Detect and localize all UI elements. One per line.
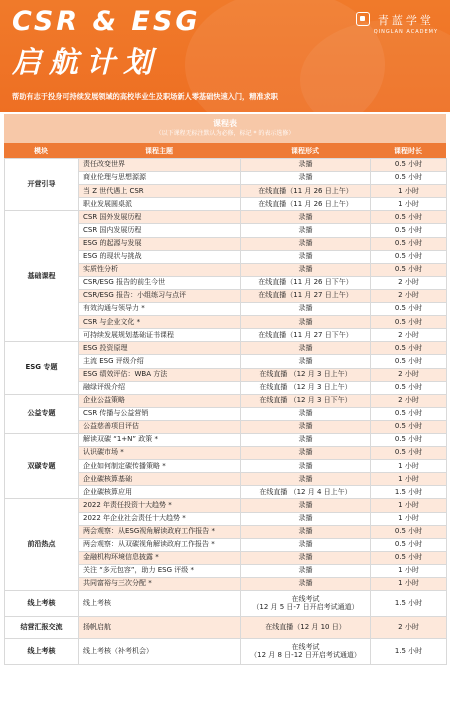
course-topic: 关注 “多元包容”，助力 ESG 评级 * (79, 564, 241, 577)
course-format: 录播 (241, 407, 371, 420)
course-format: 录播 (241, 538, 371, 551)
course-format (241, 591, 371, 617)
course-duration: 2 小时 (371, 368, 447, 381)
schedule-subtitle: （以下课程无标注默认为必修，标记 * 的表示选修） (155, 130, 295, 137)
course-duration: 2 小时 (371, 617, 447, 639)
course-format: 录播 (241, 512, 371, 525)
course-format: 在线直播（11 月 27 日下午） (241, 329, 371, 342)
course-duration: 1.5 小时 (371, 639, 447, 665)
course-duration: 1 小时 (371, 578, 447, 591)
course-format: 录播 (241, 316, 371, 329)
course-format: 录播 (241, 578, 371, 591)
table-header (4, 143, 446, 158)
course-duration: 0.5 小时 (371, 447, 447, 460)
course-duration: 1 小时 (371, 564, 447, 577)
column-header: 课程形式 (291, 146, 319, 155)
logo-name: 青蓝学堂 (377, 14, 434, 27)
schedule-title: 课程表 (213, 119, 237, 128)
course-topic: 商业伦理与思想源源 (79, 172, 241, 185)
table-row (5, 591, 447, 617)
course-duration: 0.5 小时 (371, 303, 447, 316)
course-format-line: （12 月 8 日-12 日开启考试通道） (250, 650, 361, 659)
course-format: 录播 (241, 447, 371, 460)
course-topic: CSR 国外发展历程 (79, 211, 241, 224)
tagline: 帮助有志于投身可持续发展领域的高校毕业生及职场新人零基础快速入门，精准求职 (12, 92, 278, 101)
course-topic: 企业如何制定碳传播策略 * (79, 460, 241, 473)
course-schedule (4, 114, 446, 665)
course-duration: 0.5 小时 (371, 211, 447, 224)
course-format: 录播 (241, 433, 371, 446)
course-topic: 当 Z 世代遇上 CSR (79, 185, 241, 198)
module-name: 基础课程 (5, 211, 79, 342)
course-format: 在线直播 （12 月 3 日下午） (241, 394, 371, 407)
course-duration: 0.5 小时 (371, 433, 447, 446)
schedule-table (4, 158, 447, 665)
course-format: 录播 (241, 303, 371, 316)
title-line-2: 启航计划 (12, 45, 161, 79)
course-format: 录播 (241, 525, 371, 538)
course-topic: 企业公益策略 (79, 394, 241, 407)
course-topic: 责任改变世界 (79, 159, 241, 172)
course-format-line: 在线考试 (291, 595, 320, 604)
schedule-caption (4, 114, 446, 143)
course-topic: ESG 绩效评估：WBA 方法 (79, 368, 241, 381)
table-row (5, 639, 447, 665)
course-topic: CSR/ESG 报告：小组练习与点评 (79, 289, 241, 302)
course-duration: 0.5 小时 (371, 551, 447, 564)
course-topic: 企业碳核算基础 (79, 473, 241, 486)
course-topic: 线上考核 (79, 591, 241, 617)
module-name: 双碳专题 (5, 433, 79, 498)
course-topic: CSR 传播与公益营销 (79, 407, 241, 420)
course-duration: 1 小时 (371, 499, 447, 512)
course-format: 录播 (241, 564, 371, 577)
course-format: 录播 (241, 250, 371, 263)
course-format: 在线直播（11 月 26 日上午） (241, 198, 371, 211)
course-duration: 1 小时 (371, 198, 447, 211)
course-duration: 2 小时 (371, 394, 447, 407)
course-topic: 有效沟通与领导力 * (79, 303, 241, 316)
column-header: 课程主题 (145, 146, 173, 155)
course-topic: ESG 投资原理 (79, 342, 241, 355)
poster-header (0, 0, 450, 112)
course-duration: 0.5 小时 (371, 250, 447, 263)
course-format: 录播 (241, 172, 371, 185)
course-duration: 0.5 小时 (371, 407, 447, 420)
course-duration: 0.5 小时 (371, 172, 447, 185)
course-topic: 融绿评级介绍 (79, 381, 241, 394)
course-duration: 0.5 小时 (371, 237, 447, 250)
course-duration: 1 小时 (371, 473, 447, 486)
course-topic: 可持续发展规划基础证书课程 (79, 329, 241, 342)
course-format: 录播 (241, 460, 371, 473)
logo-english-name: QINGLAN ACADEMY (373, 29, 438, 35)
module-name: 线上考核 (5, 591, 79, 617)
course-format: 录播 (241, 224, 371, 237)
course-format: 录播 (241, 159, 371, 172)
course-topic: 金融机构环境信息披露 * (79, 551, 241, 564)
course-duration: 0.5 小时 (371, 525, 447, 538)
course-topic: ESG 的现状与挑战 (79, 250, 241, 263)
course-topic: 2022 年责任投资十大趋势 * (79, 499, 241, 512)
course-format: 录播 (241, 342, 371, 355)
course-duration: 0.5 小时 (371, 420, 447, 433)
course-duration: 2 小时 (371, 276, 447, 289)
title-line-1: CSR & ESG (12, 6, 201, 37)
course-duration: 0.5 小时 (371, 538, 447, 551)
course-topic: 实质性分析 (79, 263, 241, 276)
course-format: 录播 (241, 237, 371, 250)
course-format: 录播 (241, 420, 371, 433)
table-row (5, 342, 447, 355)
course-topic: 两会观察：从双碳视角解读政府工作报告 * (79, 538, 241, 551)
table-row (5, 394, 447, 407)
module-name: 开营引导 (5, 159, 79, 211)
course-format: 录播 (241, 211, 371, 224)
course-topic: CSR/ESG 报告的前生今世 (79, 276, 241, 289)
module-name: 公益专题 (5, 394, 79, 433)
course-format-line: 在线考试 (291, 643, 320, 652)
course-format: 在线直播（12 月 10 日） (241, 617, 371, 639)
course-topic: 两会观察：从ESG视角解读政府工作报告 * (79, 525, 241, 538)
table-row (5, 617, 447, 639)
course-topic: 共同富裕与三次分配 * (79, 578, 241, 591)
course-topic: 扬帆启航 (79, 617, 241, 639)
course-topic: 职业发展圆桌派 (79, 198, 241, 211)
course-duration: 2 小时 (371, 329, 447, 342)
table-row (5, 433, 447, 446)
table-row (5, 499, 447, 512)
module-name: 前沿热点 (5, 499, 79, 591)
course-topic: 线上考核（补考机会） (79, 639, 241, 665)
course-duration: 0.5 小时 (371, 159, 447, 172)
course-duration: 0.5 小时 (371, 316, 447, 329)
module-name: 线上考核 (5, 639, 79, 665)
column-header: 课程时长 (394, 146, 422, 155)
course-format-line: （12 月 5 日-7 日开启考试通道） (252, 602, 359, 611)
course-format: 录播 (241, 499, 371, 512)
course-duration: 1 小时 (371, 460, 447, 473)
course-format: 在线直播（11 月 27 日上午） (241, 289, 371, 302)
course-duration: 1.5 小时 (371, 486, 447, 499)
brand-logo (356, 12, 438, 35)
table-row (5, 211, 447, 224)
course-topic: 2022 年企业社会责任十大趋势 * (79, 512, 241, 525)
course-duration: 0.5 小时 (371, 224, 447, 237)
course-topic: CSR 国内发展历程 (79, 224, 241, 237)
course-duration: 0.5 小时 (371, 355, 447, 368)
table-row (5, 159, 447, 172)
course-format: 在线直播（11 月 26 日下午） (241, 276, 371, 289)
course-duration: 0.5 小时 (371, 381, 447, 394)
course-topic: ESG 的起源与发展 (79, 237, 241, 250)
course-format: 录播 (241, 473, 371, 486)
course-duration: 0.5 小时 (371, 263, 447, 276)
course-topic: 企业碳核算应用 (79, 486, 241, 499)
course-duration: 0.5 小时 (371, 342, 447, 355)
course-duration: 1 小时 (371, 185, 447, 198)
logo-icon (356, 12, 370, 26)
course-format (241, 639, 371, 665)
course-topic: 解读双碳 “1+N” 政策 * (79, 433, 241, 446)
course-format: 在线直播（11 月 26 日上午） (241, 185, 371, 198)
module-name: 结营汇报交流 (5, 617, 79, 639)
course-format: 在线直播 （12 月 3 日上午） (241, 368, 371, 381)
module-name: ESG 专题 (5, 342, 79, 394)
course-duration: 1 小时 (371, 512, 447, 525)
course-topic: 主流 ESG 评级介绍 (79, 355, 241, 368)
course-duration: 1.5 小时 (371, 591, 447, 617)
course-format: 录播 (241, 263, 371, 276)
course-topic: 公益慈善项目评估 (79, 420, 241, 433)
column-header: 模块 (34, 146, 48, 155)
course-format: 在线直播 （12 月 4 日上午） (241, 486, 371, 499)
course-format: 录播 (241, 551, 371, 564)
course-format: 录播 (241, 355, 371, 368)
course-duration: 2 小时 (371, 289, 447, 302)
course-topic: CSR 与企业文化 * (79, 316, 241, 329)
course-format: 在线直播 （12 月 3 日上午） (241, 381, 371, 394)
course-topic: 认识碳市场 * (79, 447, 241, 460)
